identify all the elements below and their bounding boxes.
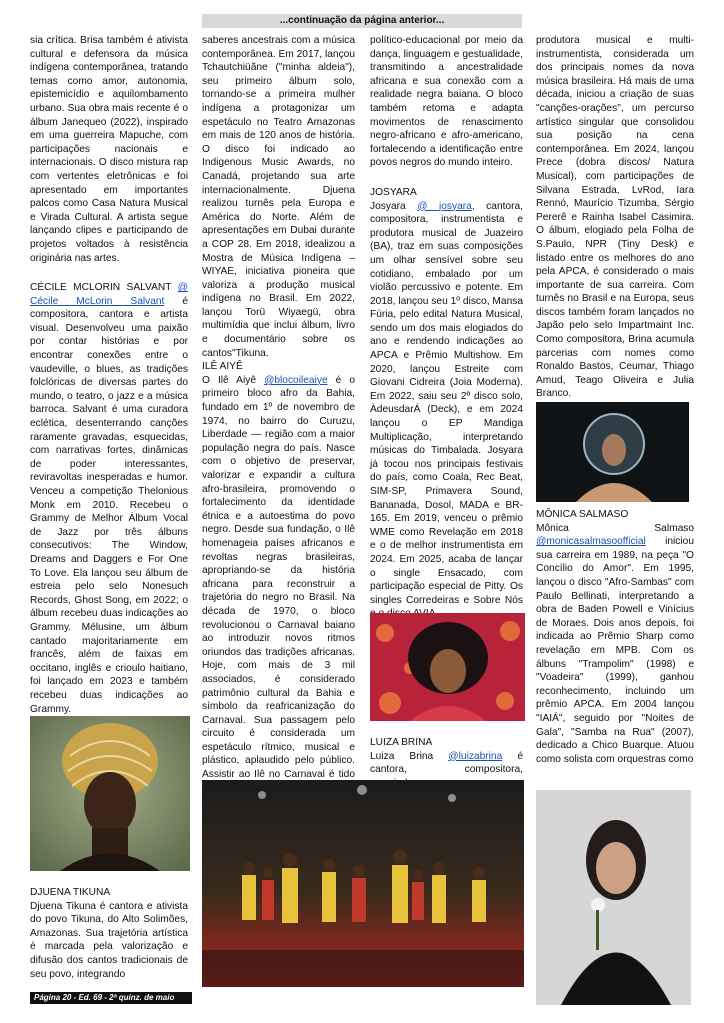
- salvant-heading: CÉCILE MCLORIN SALVANT @ Cécile McLorin Salvant é compositora, cantora e artista visual. Desenvolveu uma paixão por contar histórias e por encontrar conexões entre o vaudeville, o blues, as tradições folclóricas de diversas partes do mundo, o teatro, o jazz e a música barroca. Salvant é uma curadora eclética, desenterrando canções raramente gravadas, esquecidas, com narrativas fortes, dinâmicas de poder interessantes, reviravoltas inesperadas e humor. Venceu a competição Thelonious Monk em 2010. Recebeu o Grammy de Melhor Álbum Vocal de Jazz por três álbuns consecutivos: The Window, Dreams and Daggers e For One To Love. Ela lançou seu álbum de estreia pelo selo Nonesuch Records, Ghost Song, em 2022; o álbum recebeu duas indicações ao Grammy. Mélusine, um álbum cantado majoritariamente em francês, além de faixas em occitano, inglês e crioulo haitiano, foi lançado em 2023 e também recebeu duas indicações ao Grammy.: [30, 282, 189, 715]
- ile-heading: ILÊ AIYÊ: [202, 361, 243, 373]
- monica-heading: MÔNICA SALMASO: [536, 509, 629, 520]
- luiza-handle-link[interactable]: @luizabrina: [448, 750, 503, 762]
- luiza-heading: LUIZA BRINA: [370, 737, 433, 748]
- salvant-text: é compositora, cantora e artista visual. Desenvolveu uma paixão por contar histórias e por encontrar conexões entre o vaudeville, o blues, as tradições folclóricas de diversas partes do mundo, o teatro, o jazz e a música barroca. Salvant é uma curadora eclética, desenterrando canções raramente gravadas, esquecidas, com narrativas fortes, dinâmicas de poder interessantes, reviravoltas inesperadas e humor. Venceu a competição Thelonious Monk em 2010. Recebeu o Grammy de Melhor Álbum Vocal de Jazz por três álbuns consecutivos: The Window, Dreams and Daggers e For One To Love. Ela lançou seu álbum de estreia pelo selo Nonesuch Records, Ghost Song, em 2022; o álbum recebeu duas indicações ao Grammy. Mélusine, um álbum cantado majoritariamente em francês, além de faixas em occitano, inglês e crioulo haitiano, foi lançado em 2023 e também recebeu duas indicações ao Grammy.: [30, 295, 189, 715]
- column-2: [202, 34, 355, 822]
- luiza-photo: [370, 613, 525, 721]
- djuena-text: Djuena Tikuna é cantora e ativista do povo Tikuna, do Alto Solimões, Amazonas. Sua trajetória artística é marcada pela valorização e difusão dos cantos tradicionais de seu povo, integrando: [30, 900, 188, 980]
- luiza-text: Luiza Brina @luizabrina é cantora, compositora,: [370, 750, 523, 776]
- djuena-block: [30, 886, 188, 981]
- monica-portrait-photo: [536, 790, 691, 1005]
- djuena-heading: DJUENA TIKUNA: [30, 887, 111, 898]
- monica-bubble-photo: [536, 402, 689, 502]
- josyara-text: Josyara @ josyara, cantora, compositora, instrumentista e produtora musical de Juazeiro (BA), traz em suas composições um olhar sensível sobre seu cotidiano, embalado por um violão percussivo e potente. Em 2018, lançou seu 1º disco, Mansa Fúria, pelo edital Natura Musical, sendo um dos mais elogiados do ano e rendendo indicações ao APCA e Prêmio Multishow. Em 2020, lançou Estreite com Giovani Cidreira (Joia Moderna). Em 2022, saiu seu 2º disco solo, ÀdeusdarÁ (Deck), e em 2024 lançou o EP Mandiga Multiplicação, interpretando músicas do Timbalada. Josyara já tocou nos principais festivais do país, como Coala, Rec Beat, SIM-SP, Primavera Sound, Bananada, Dosol, MADA e BR-165. Em 2019, venceu o prêmio WME como Revelação em 2018 e o de melhor instrumentista em 2024. Em 2025, acaba de lançar o single Ensacado, com participação especial de Pitty. Os singles Corredeiras e Sobre Nós: [370, 200, 523, 606]
- continuation-banner: ...continuação da página anterior...: [202, 14, 522, 28]
- josyara-handle-link[interactable]: @ josyara: [417, 200, 472, 212]
- column-4: [536, 34, 694, 401]
- brisa-text: sia crítica. Brisa também é ativista cultural e defensora da música indígena contemporânea, tratando temas como amor, autonomia, epistemicídio e aquilombamento urbano. Sua obra mais recente é o álbum Janequeo (2022), inspirado em uma guerreira Mapuche, com participações nacionais e internacionais. O disco mistura rap com vertentes eletrônicas e foi apresentado em importantes palcos como Casa Natura Musical e Virada Cultural. A artista segue lançando clipes e participando de projetos voltados à resistência originária nas artes.: [30, 35, 188, 264]
- djuena-continuation: saberes ancestrais com a música contemporânea. Em 2017, lançou Tchautchiüãne ("minha aldeia"), seu primeiro álbum solo, tornando-se a primeira mulher indígena a protagonizar um espetáculo no Teatro Amazonas em mais de 120 anos de história. O disco foi indicado ao Indigenous Music Awards, no Canadá, projetando sua arte internacionalmente. Djuena realizou turnês pela Europa e América do Norte. Além de apresentações em Dubai durante a COP 28. Em 2018, idealizou a Mostra de Música Indígena – WIYAE, iniciativa pioneira que valoriza a produção musical indígena no Brasil. Em 2022, lançou Torü Wiyaegü, obra multimídia que inclui álbum, livro e documentário sobre os cantos"Tikuna.: [202, 35, 355, 359]
- ile-text: O Ilê Aiyê @blocoileaiye é o primeiro bloco afro da Bahia, fundado em 1º de novembro de 1974, no bairro do Curuzu, Liberdade — região com a maior população negra do país. Nasce com o objetivo de preservar, valorizar e expandir a cultura afro-brasileira, promovendo o fortalecimento da identidade étnica e a autoestima do povo negro. Desde sua fundação, o Ilê homenageia países africanos e revoltas negras brasileiras, apropriando-se da história africana para reconstruir a trajetória do negro no Brasil. Na década de 1970, o bloco revolucionou o Carnaval baiano ao introduzir novos ritmos oriundos das tradições africanas. Hoje, com mais de 3 mil associados, é considerado patrimônio cultural da Bahia e símbolo da reafricanização do Carnaval. Sua passagem pelo circuito é considerada um espetáculo rítmico, musical e plástico, aplaudido pelo público. Assistir ao Ilê no Carnaval é tido: [202, 374, 355, 781]
- column-1: [30, 34, 188, 716]
- ile-aiye-photo: [202, 780, 524, 987]
- monica-text: Mônica Salmaso @monicasalmasoofficial iniciou sua carreira em 1989, na peça "O Concílio do Amor". Em 1995, lançou o disco "Afro-Sambas" com Paulo Bellinati, interpretando a obra de Baden Powell e Vinícius de Moraes. Dois anos depois, foi indicada ao Prêmio Sharp como revelação em MPB. Com os álbuns "Trampolim" (1998) e "Voadeira" (1999), ganhou reconhecimento, incluindo um prêmio APCA. Em 2004 lançou "IAIÁ", seguido por "Noites de Gala", "Samba na Rua" (2007), dedicado a Chico Buarque. Atuou como solista com orquestras como: [536, 522, 694, 765]
- column-3: [370, 34, 523, 621]
- salvant-handle-link[interactable]: @ Cécile McLorin Salvant: [30, 282, 188, 307]
- page-footer: Página 20 - Ed. 69 - 2ª quinz. de maio 2025: [30, 992, 192, 1004]
- luiza-continuation: produtora musical e multi-instrumentista, considerada um dos principais nomes da nova música brasileira. Há mais de uma década, iniciou a criação de suas "canções-orações", um percurso artístico singular que consolidou sua posição na cena contemporânea. Em 2024, lançou Prece (dobra discos/ Natura Musical), com participações de Silvana Estrada, LvRod, Iara Rennó, Maurício Tizumba, Sérgio Pererê e Rainha Isabel Casimira. O álbum, elogiado pela Folha de S.Paulo, NPR (Tiny Desk) e listado entre os melhores do ano pela APCA, é considerado o mais importante de sua carreira. Com turnês no Brasil e na Europa, seus discos também foram lançados no Japão pelo selo Impartmaint Inc. Como compositora, Brina acumula parcerias com nomes como Ronaldo Bastos, Ceumar, Thiago Amud, Teago Oliveira e Julia Branco.: [536, 35, 694, 400]
- ile-handle-link[interactable]: @blocoileaiye: [264, 374, 328, 386]
- djuena-photo: [30, 716, 190, 871]
- josyara-heading: JOSYARA: [370, 186, 417, 198]
- ile-continuation: político-educacional por meio da dança, linguagem e gestualidade, transmitindo a ancestralidade africana e sua conexão com a realidade negra baiana. O bloco também retoma e adapta movimentos de renascimento negro-africano e afro-americano, fortalecendo a identificação entre povos negros do mundo inteiro.: [370, 35, 523, 169]
- monica-block: [536, 508, 694, 766]
- monica-handle-link[interactable]: @monicasalmasoofficial: [536, 536, 646, 548]
